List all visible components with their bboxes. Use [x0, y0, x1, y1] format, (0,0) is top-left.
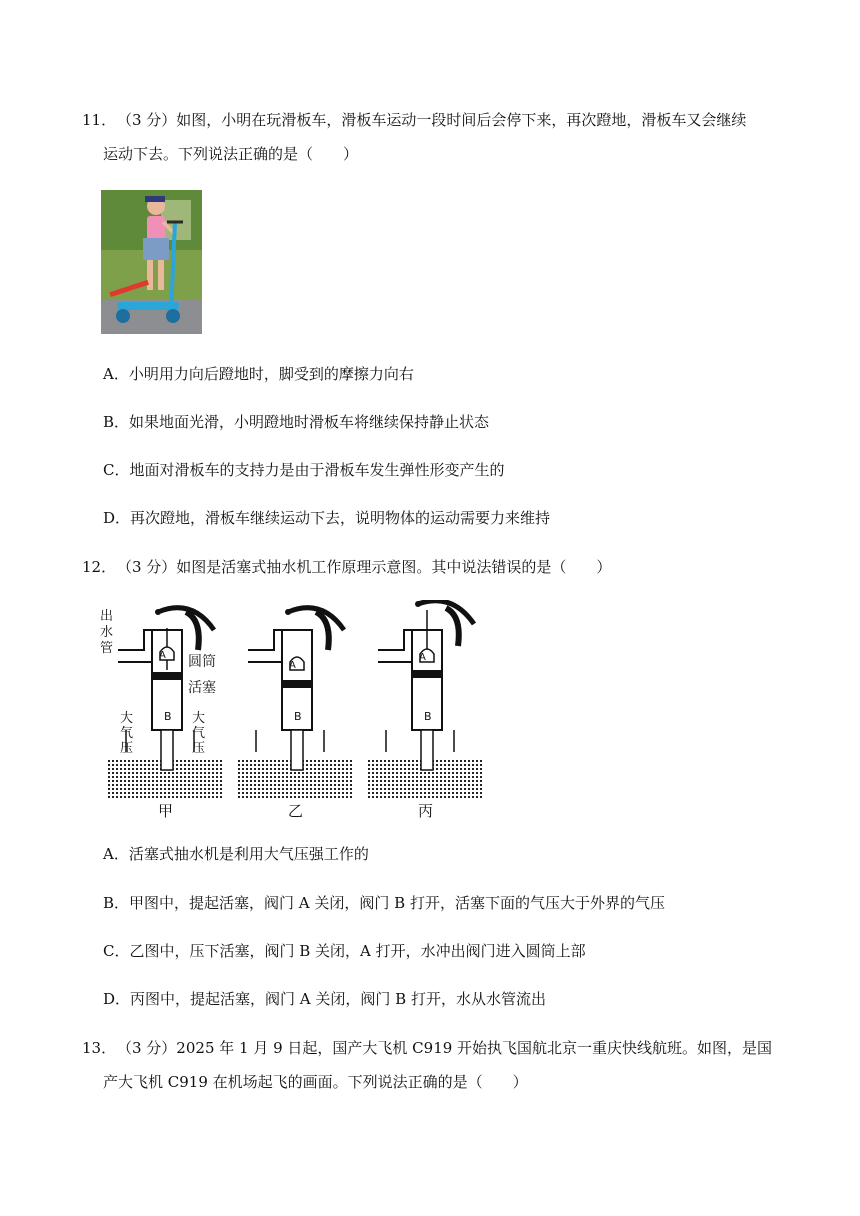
valve-a-label-bing: A [419, 652, 426, 663]
q12-stem-line1: （3 分）如图是活塞式抽水机工作原理示意图。其中说法错误的是（ ） [117, 558, 612, 576]
q11-option-b: B．如果地面光滑，小明蹬地时滑板车将继续保持静止状态 [103, 413, 490, 431]
q11-stem-line2: 运动下去。下列说法正确的是（ ） [103, 145, 359, 163]
outlet-label-3: 管 [100, 641, 114, 656]
q11-option-a: A．小明用力向后蹬地时，脚受到的摩擦力向右 [103, 365, 414, 383]
outlet-label-1: 出 [100, 609, 114, 624]
q12-option-c: C．乙图中，压下活塞，阀门 B 关闭，A 打开，水冲出阀门进入圆筒上部 [103, 942, 586, 960]
valve-a-label-yi: A [289, 660, 296, 671]
atm-left-1: 大 [120, 711, 134, 726]
atm-left-3: 压 [120, 741, 134, 756]
piston-pump-diagram [96, 600, 486, 825]
valve-b-label-bing: B [424, 710, 432, 723]
q13-number: 13． [82, 1039, 117, 1057]
q11-number: 11． [82, 111, 117, 129]
pump-panel-jia [106, 608, 222, 800]
outlet-label-2: 水 [100, 625, 114, 640]
q11-stem-line1: （3 分）如图，小明在玩滑板车，滑板车运动一段时间后会停下来，再次蹬地，滑板车又会继续 [117, 111, 747, 129]
q12-option-d: D．丙图中，提起活塞，阀门 A 关闭，阀门 B 打开，水从水管流出 [103, 990, 546, 1008]
q12-option-a: A．活塞式抽水机是利用大气压强工作的 [103, 845, 369, 863]
scooter-photo [101, 190, 202, 334]
pump-panel-yi [236, 608, 352, 800]
q11-option-d: D．再次蹬地，滑板车继续运动下去，说明物体的运动需要力来维持 [103, 509, 551, 527]
caption-jia: 甲 [158, 802, 174, 820]
cylinder-label: 圆筒 [188, 654, 216, 670]
caption-yi: 乙 [288, 802, 304, 820]
q12-option-b: B．甲图中，提起活塞，阀门 A 关闭，阀门 B 打开，活塞下面的气压大于外界的气压 [103, 894, 665, 912]
atm-left-2: 气 [120, 726, 134, 741]
q13-stem-line2: 产大飞机 C919 在机场起飞的画面。下列说法正确的是（ ） [103, 1073, 528, 1091]
pump-panel-bing [366, 601, 482, 800]
atm-right-2: 气 [192, 726, 206, 741]
q12-number: 12． [82, 558, 117, 576]
valve-b-label-jia: B [164, 710, 172, 723]
q13-stem-line1: （3 分）2025 年 1 月 9 日起，国产大飞机 C919 开始执飞国航北京一重庆快线航班。如图，是国 [117, 1039, 773, 1057]
q11-option-c: C．地面对滑板车的支持力是由于滑板车发生弹性形变产生的 [103, 461, 505, 479]
atm-right-3: 压 [192, 741, 206, 756]
caption-bing: 丙 [418, 802, 434, 820]
valve-a-label-jia: A [159, 650, 166, 661]
piston-label: 活塞 [188, 680, 216, 696]
valve-b-label-yi: B [294, 710, 302, 723]
atm-right-1: 大 [192, 711, 206, 726]
